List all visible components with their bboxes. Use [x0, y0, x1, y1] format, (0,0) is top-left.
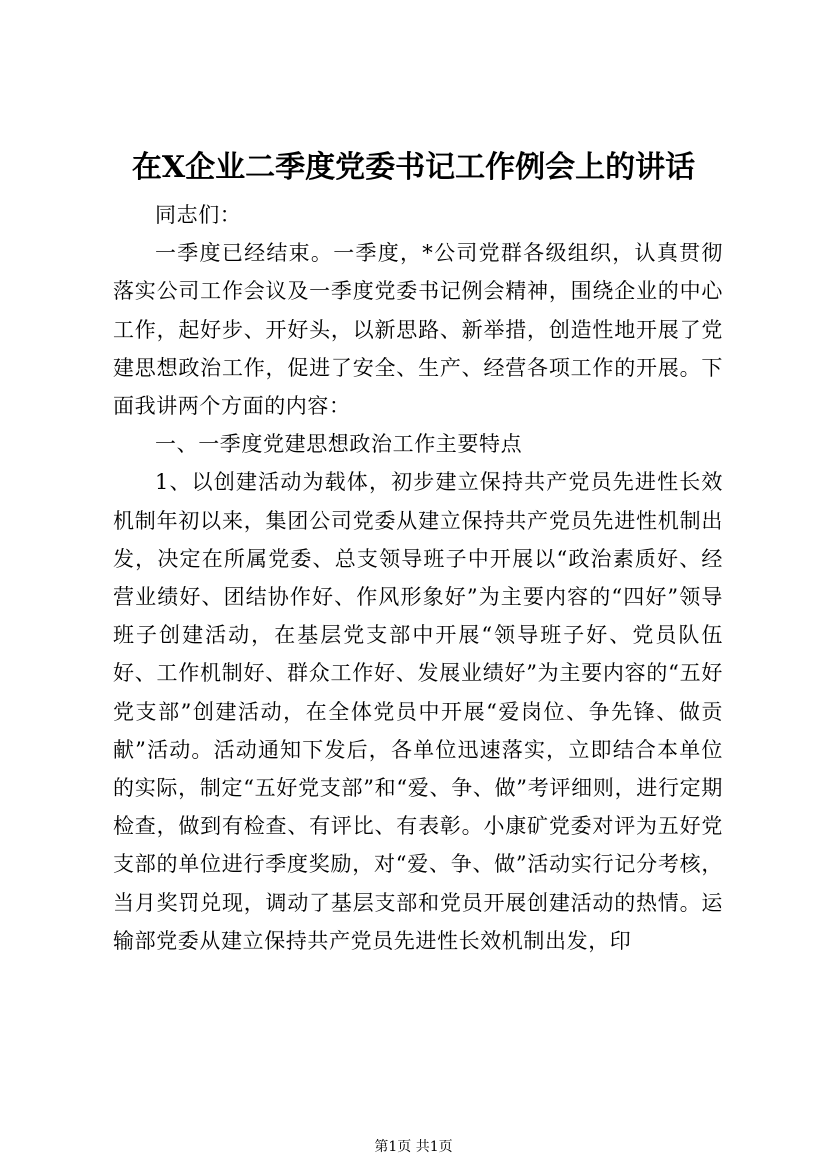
document-title: 在X企业二季度党委书记工作例会上的讲话: [131, 150, 696, 185]
greeting-paragraph: 同志们：: [155, 203, 242, 227]
section-heading: 一、一季度党建思想政治工作主要特点: [155, 432, 523, 457]
page-number-footer: 第1页 共1页: [374, 1139, 453, 1155]
body-paragraph: 一季度已经结束。一季度，*公司党群各级组织，认真贯彻落实公司工作会议及一季度党委书记例会精神，围绕企业的中心工作，起好步、开好头，以新思路、新举措，创造性地开展了党建思想政治工作，促进了安全、生产、经营各项工作的开展。下面我讲两个方面的内容：: [113, 241, 723, 419]
body-paragraph: 1、以创建活动为载体，初步建立保持共产党员先进性长效机制年初以来，集团公司党委从建立保持共产党员先进性机制出发，决定在所属党委、总支领导班子中开展以“政治素质好、经营业绩好、团结协作好、作风形象好”为主要内容的“四好”领导班子创建活动，在基层党支部中开展“领导班子好、党员队伍好、工作机制好、群众工作好、发展业绩好”为主要内容的“五好党支部”创建活动，在全体党员中开展“爱岗位、争先锋、做贡献”活动。活动通知下发后，各单位迅速落实，立即结合本单位的实际，制定“五好党支部”和“爱、争、做”考评细则，进行定期检查，做到有检查、有评比、有表彰。小康矿党委对评为五好党支部的单位进行季度奖励，对“爱、争、做”活动实行记分考核，当月奖罚兑现，调动了基层支部和党员开展创建活动的热情。运输部党委从建立保持共产党员先进性长效机制出发，印: [113, 470, 723, 953]
document-body: [113, 196, 723, 960]
